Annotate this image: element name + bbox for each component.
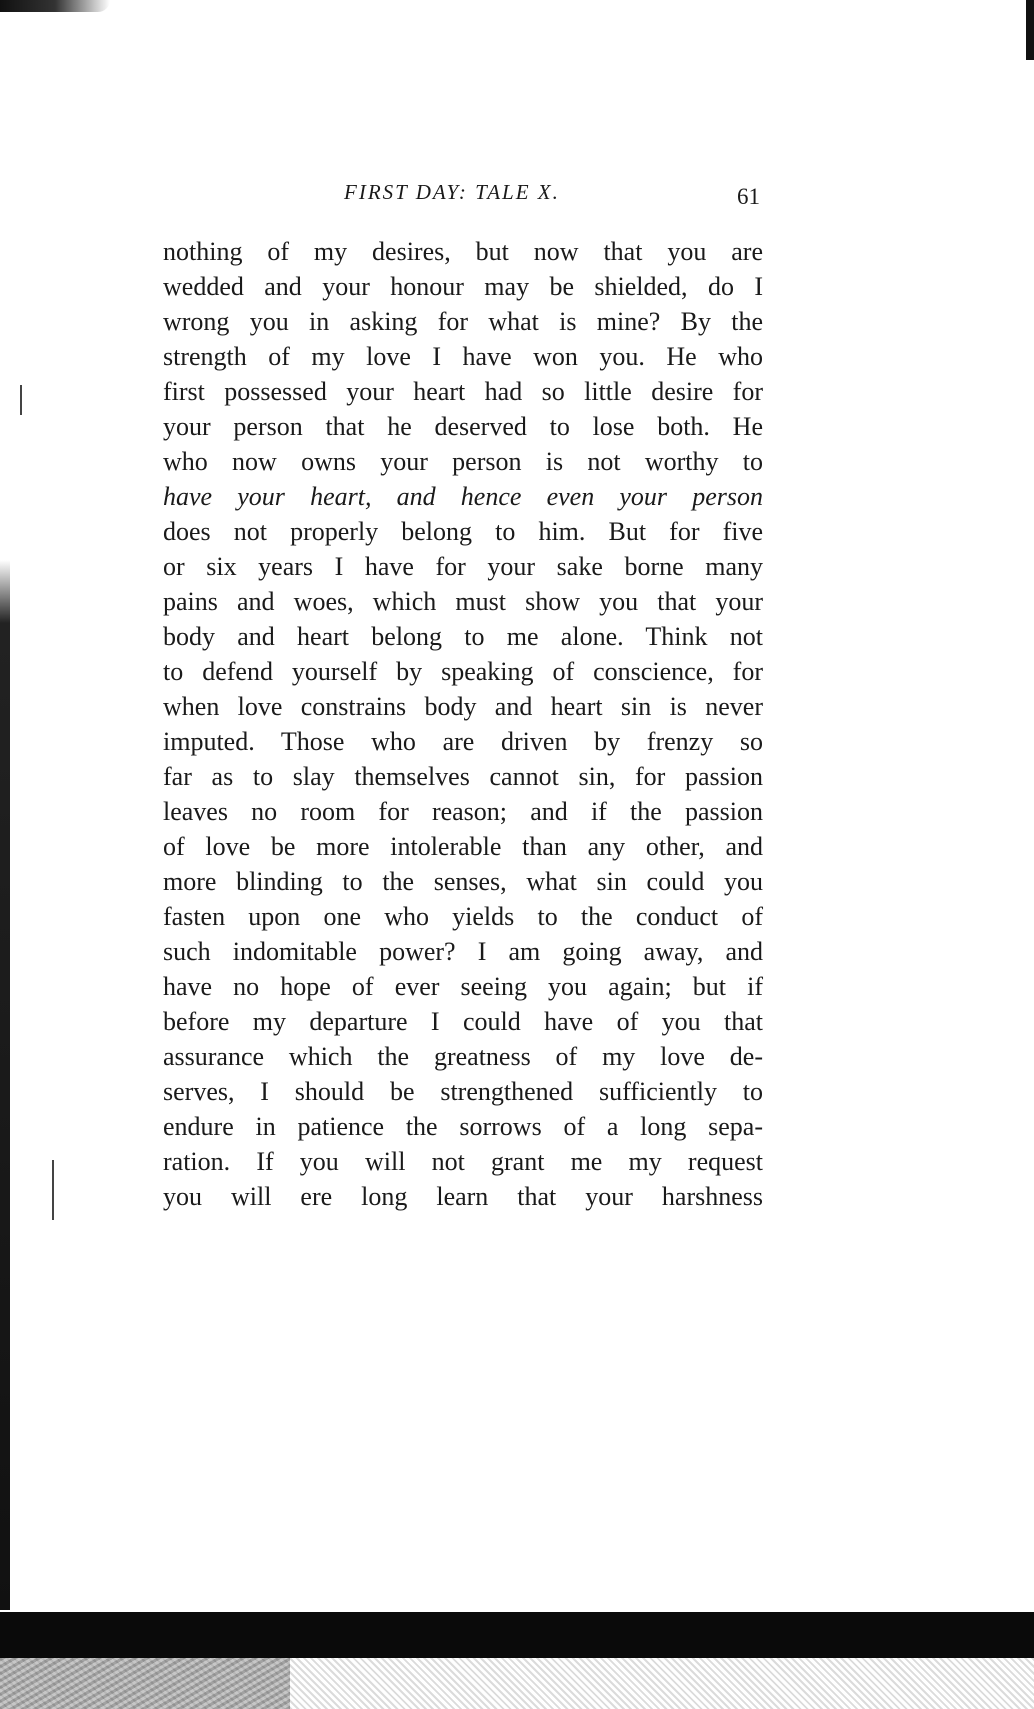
text-line: nothing of my desires, but now that you are [163, 237, 763, 266]
page-number: 61 [737, 184, 760, 209]
text-line: have your heart, and hence even your person [163, 482, 763, 511]
margin-mark [20, 385, 22, 415]
text-line: have no hope of ever seeing you again; but if [163, 972, 763, 1001]
text-line: imputed. Those who are driven by frenzy so [163, 727, 763, 756]
scan-artifact-bottom-left [0, 1658, 290, 1709]
text-line: wedded and your honour may be shielded, do I [163, 272, 763, 301]
margin-mark [52, 1160, 54, 1220]
text-line: when love constrains body and heart sin is never [163, 692, 763, 721]
scan-artifact-top [0, 0, 110, 12]
text-line: your person that he deserved to lose both. He [163, 412, 763, 441]
scan-artifact-bottom-band [0, 1612, 1034, 1658]
text-line: before my departure I could have of you that [163, 1007, 763, 1036]
scan-artifact-right [1026, 0, 1034, 60]
text-line: endure in patience the sorrows of a long sepa- [163, 1112, 763, 1141]
running-head [160, 180, 760, 220]
text-line: strength of my love I have won you. He who [163, 342, 763, 371]
text-line: you will ere long learn that your harshness [163, 1182, 763, 1211]
text-line: serves, I should be strengthened sufficiently to [163, 1077, 763, 1106]
scan-artifact-left-edge [0, 560, 10, 1610]
text-line: leaves no room for reason; and if the passion [163, 797, 763, 826]
text-line: ration. If you will not grant me my request [163, 1147, 763, 1176]
text-line: fasten upon one who yields to the conduct of [163, 902, 763, 931]
running-title: FIRST DAY: TALE X. [344, 180, 560, 204]
text-line: body and heart belong to me alone. Think not [163, 622, 763, 651]
text-line: more blinding to the senses, what sin could you [163, 867, 763, 896]
text-line: of love be more intolerable than any other, and [163, 832, 763, 861]
text-line: wrong you in asking for what is mine? By the [163, 307, 763, 336]
text-line: who now owns your person is not worthy to [163, 447, 763, 476]
text-line: pains and woes, which must show you that your [163, 587, 763, 616]
text-line: to defend yourself by speaking of conscience, for [163, 657, 763, 686]
text-line: far as to slay themselves cannot sin, for passion [163, 762, 763, 791]
body-text [163, 234, 763, 1214]
text-line: first possessed your heart had so little desire for [163, 377, 763, 406]
text-line: does not properly belong to him. But for five [163, 517, 763, 546]
text-line: or six years I have for your sake borne many [163, 552, 763, 581]
text-line: such indomitable power? I am going away, and [163, 937, 763, 966]
text-line: assurance which the greatness of my love de- [163, 1042, 763, 1071]
